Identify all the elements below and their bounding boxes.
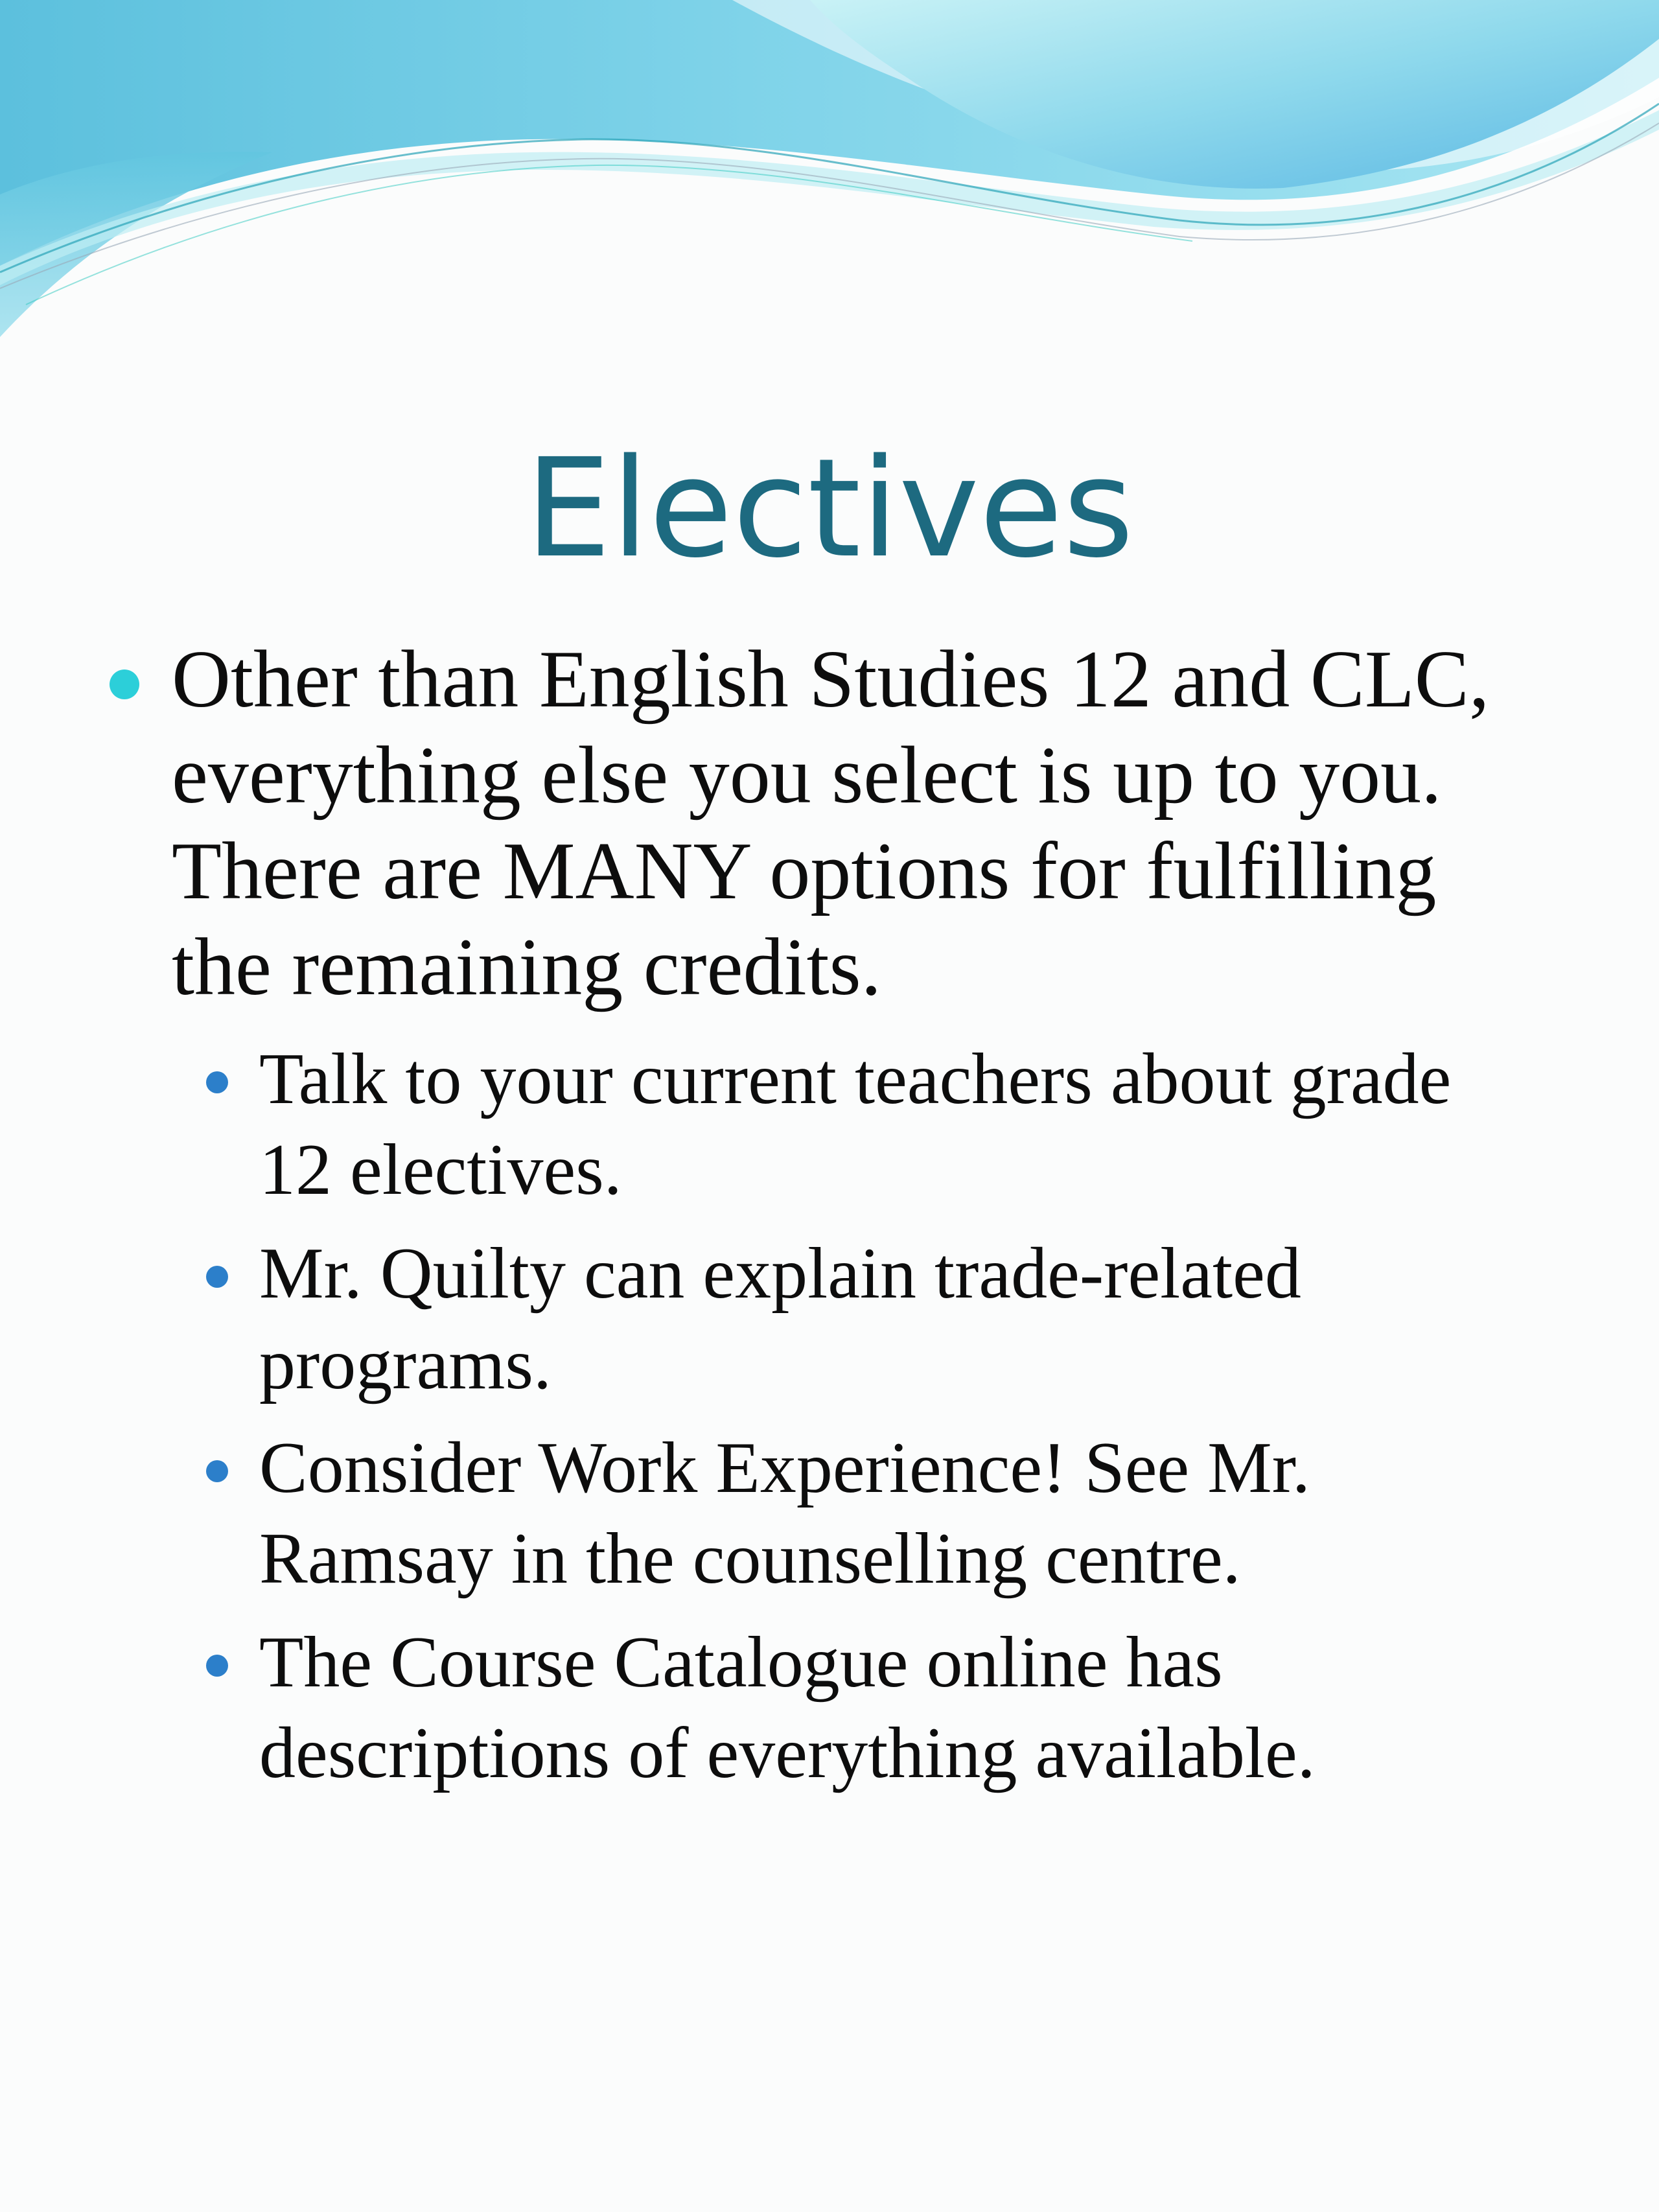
sub-bullet-text: Consider Work Experience! See Mr. Ramsay in the counselling centre. [259, 1428, 1310, 1599]
sub-bullet-item [259, 1617, 1491, 1799]
bullet-dot-icon [206, 1460, 228, 1482]
slide-title: Electives [525, 429, 1134, 588]
sub-bullet-item [259, 1423, 1491, 1604]
sub-bullet-item [259, 1034, 1491, 1215]
main-bullet-text: Other than English Studies 12 and CLC, everything else you select is up to you. There are MANY options for fulfilling the remaining credits. [172, 634, 1490, 1012]
bullet-dot-icon [206, 1655, 228, 1677]
sub-bullet-item [259, 1228, 1491, 1410]
main-bullet-item [172, 632, 1546, 1016]
bullet-dot-icon [206, 1266, 228, 1288]
sub-bullet-text: Mr. Quilty can explain trade-related programs. [259, 1233, 1301, 1404]
bullet-dot-icon [110, 669, 139, 699]
sub-bullet-text: Talk to your current teachers about grade 12 electives. [259, 1039, 1452, 1210]
header-wave-decoration [0, 0, 1659, 350]
sub-bullet-text: The Course Catalogue online has descriptions of everything available. [259, 1622, 1316, 1793]
bullet-dot-icon [206, 1071, 228, 1093]
